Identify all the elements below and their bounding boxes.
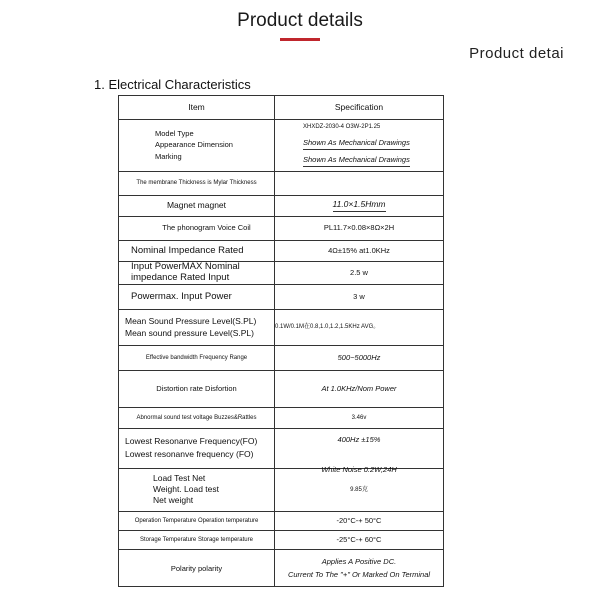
- row-item: Effective bandwidth Frequency Range: [145, 354, 248, 361]
- row-spec: PL11.7×0.08×8Ω×2H: [323, 223, 395, 233]
- item-line: Marking: [155, 151, 182, 161]
- row-spec: -25°C-+ 60°C: [336, 534, 382, 544]
- table-row: [119, 284, 443, 309]
- row-item: [119, 469, 274, 511]
- spec-line: Current To The "+" Or Marked On Terminal: [287, 570, 431, 579]
- spec-line: White Noise 0.2W,24H: [321, 465, 397, 474]
- item-line: Load Test Net: [153, 473, 206, 484]
- row-spec: [275, 465, 443, 511]
- row-spec: [275, 120, 443, 171]
- table-header-row: [119, 96, 443, 119]
- row-spec: 3.46v: [351, 414, 367, 421]
- table-row: [119, 195, 443, 216]
- row-item: Powermax. Input Power: [131, 290, 232, 302]
- spec-line: 9.85克: [350, 486, 368, 493]
- row-spec: 3 w: [353, 291, 365, 301]
- row-item: Nominal Impedance Rated: [131, 244, 244, 256]
- item-line: Lowest resonanve frequency (FO): [125, 449, 254, 459]
- item-line: impedance Rated Input: [131, 272, 230, 283]
- table-row: [119, 465, 443, 511]
- table-row: [119, 261, 443, 284]
- column-header-item: Item: [188, 101, 205, 112]
- section-heading: 1. Electrical Characteristics: [94, 77, 251, 92]
- title-underline: [280, 38, 320, 41]
- spec-line: Shown As Mechanical Drawings: [303, 139, 410, 150]
- row-spec: 0.1W/0.1M在0.8,1.0,1.2,1.5KHz AVG。: [275, 324, 380, 331]
- spec-line: Applies A Positive DC.: [321, 557, 397, 567]
- row-spec: [275, 172, 443, 195]
- row-item: The phonogram Voice Coil: [162, 223, 251, 233]
- row-item: Distortion rate Disfortion: [156, 383, 237, 393]
- row-spec: -20°C-+ 50°C: [336, 515, 382, 525]
- table-row: [119, 511, 443, 530]
- table-row: [119, 549, 443, 588]
- row-item: [119, 310, 274, 345]
- row-item: Storage Temperature Storage temperature: [140, 536, 253, 543]
- row-item: Operation Temperature Operation temperature: [134, 517, 259, 524]
- table-row: [119, 428, 443, 468]
- table-row: [119, 530, 443, 549]
- item-line: Input PowerMAX Nominal: [131, 261, 240, 273]
- row-item: Magnet magnet: [166, 200, 227, 211]
- item-line: Lowest Resonanve Frequency(FO): [125, 436, 258, 447]
- item-line: Weight. Load test: [153, 484, 219, 495]
- spec-line: XHXDZ-2030-4 O3W-2P1.25: [303, 124, 381, 131]
- row-item: [119, 120, 274, 171]
- row-item: [119, 262, 274, 284]
- table-row: [119, 216, 443, 240]
- spec-table: [118, 95, 444, 587]
- row-spec: 500~5000Hz: [337, 352, 381, 362]
- column-header-specification: Specification: [334, 101, 384, 112]
- spec-text: 11.0×1.5Hmm: [333, 200, 386, 212]
- table-row: [119, 309, 443, 345]
- table-row: [119, 171, 443, 195]
- table-row: [119, 345, 443, 370]
- row-item: The membrane Thickness is Mylar Thickness: [136, 180, 257, 187]
- row-item: [119, 429, 274, 468]
- row-spec: [275, 196, 443, 216]
- row-item: Abnormal sound test voltage Buzzes&Rattles: [136, 414, 257, 421]
- row-spec: At 1.0KHz/Nom Power: [321, 383, 397, 393]
- page-subtitle: Product detai: [469, 45, 564, 62]
- item-line: Model Type: [155, 128, 194, 138]
- item-line: Net weight: [153, 494, 194, 505]
- table-row: [119, 240, 443, 261]
- spec-line: Shown As Mechanical Drawings: [303, 156, 410, 167]
- row-spec: 2.5 w: [350, 267, 368, 277]
- row-spec: 4Ω±15% at1.0KHz: [328, 245, 390, 255]
- row-item: Polarity polarity: [170, 563, 223, 573]
- row-spec: [275, 550, 443, 588]
- table-row: [119, 370, 443, 407]
- table-row: [119, 407, 443, 428]
- page-title: Product details: [237, 10, 363, 31]
- row-spec: 400Hz ±15%: [337, 435, 381, 444]
- item-line: Mean sound pressure Level(S.PL): [125, 327, 254, 338]
- item-line: Mean Sound Pressure Level(S.PL): [125, 315, 257, 326]
- item-line: Appearance Dimension: [155, 140, 233, 150]
- table-row: [119, 119, 443, 171]
